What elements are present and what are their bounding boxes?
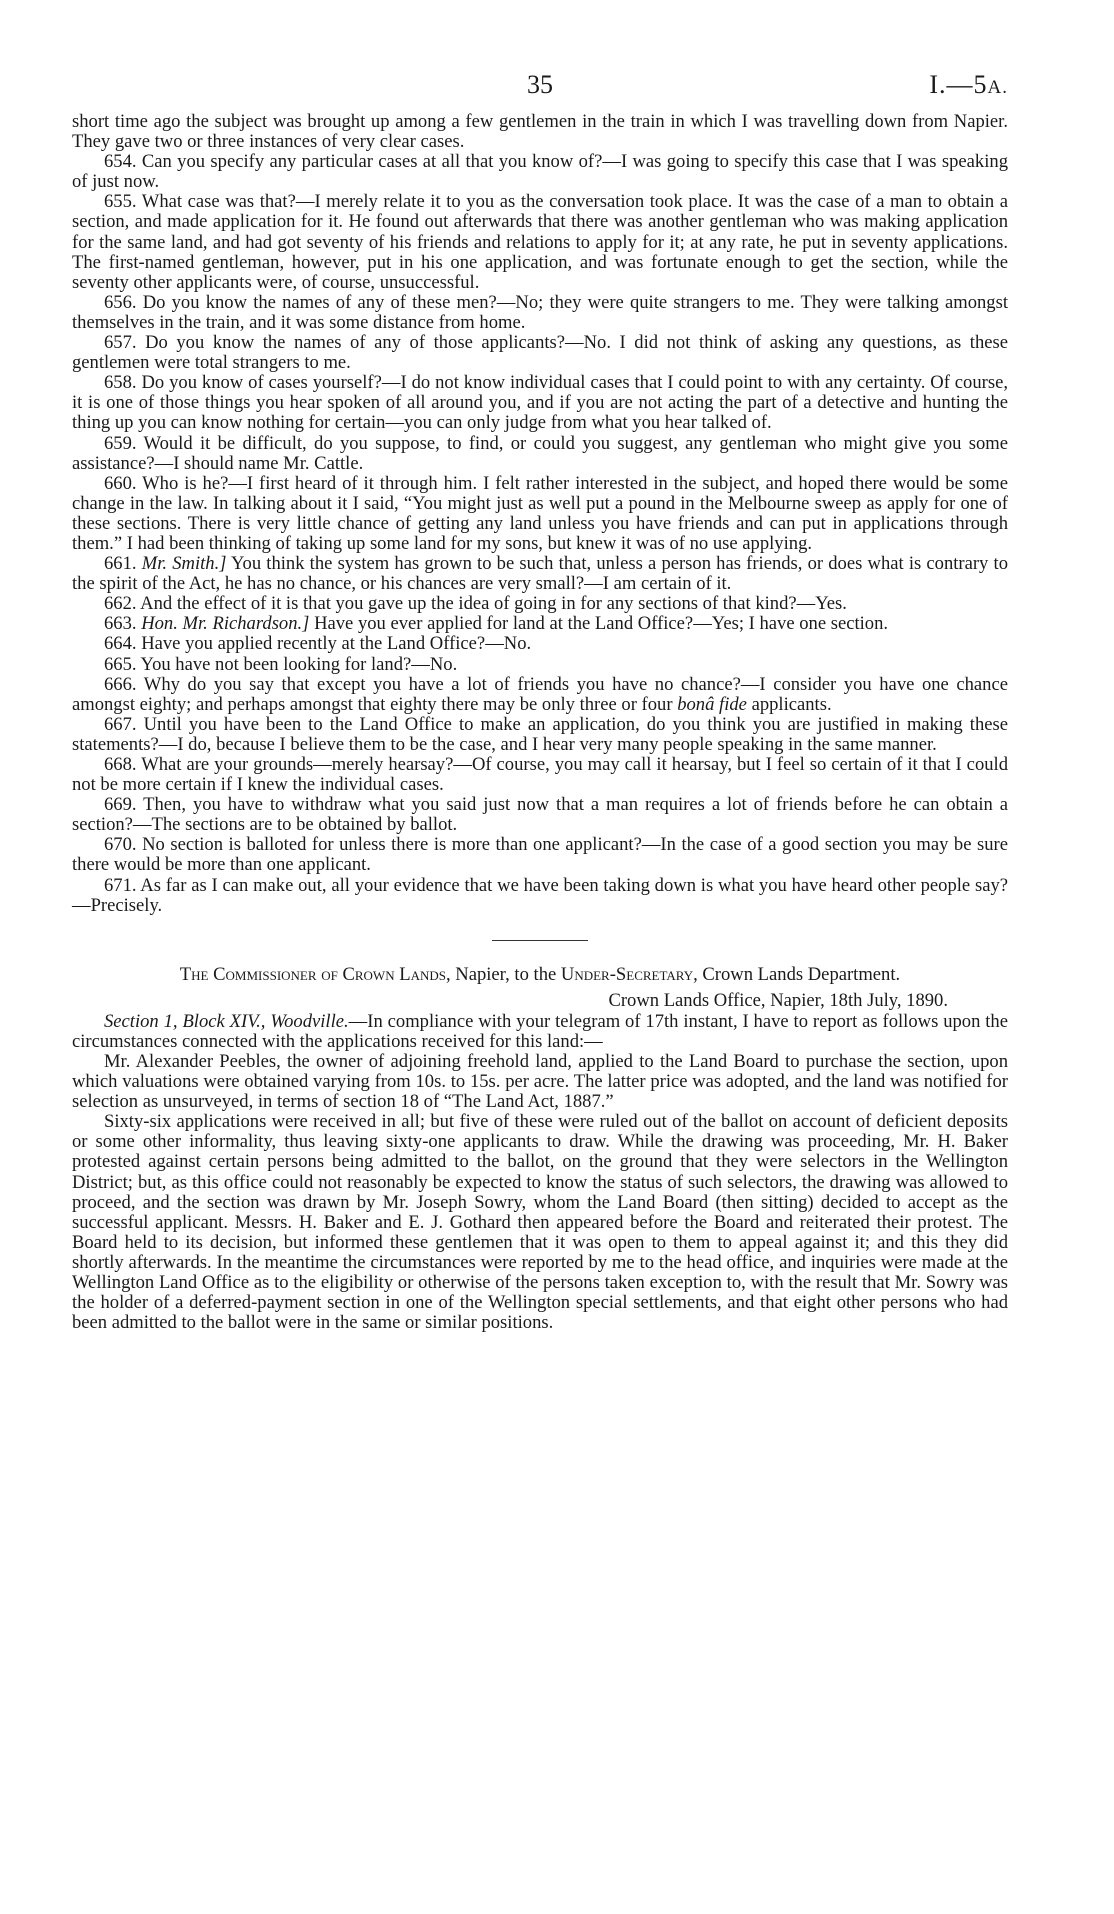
paragraph-text: You think the system has grown to be such that, unless a person has friends, or does what is contrary to the spirit of the Act, he has no chance, or his chances are very small?—I am certain of it. [72, 553, 1008, 595]
question-number: 661. [104, 553, 137, 575]
paragraph: 669. Then, you have to withdraw what you said just now that a man requires a lot of friends before he can obtain a section?—The sections are to be obtained by ballot. [72, 794, 1008, 836]
evidence-transcript [72, 112, 1008, 1333]
speaker-name: Mr. Smith.] [141, 553, 227, 575]
letter-recipient: Under-Secretary [560, 963, 694, 985]
reference-main: I.—5 [929, 70, 988, 99]
paragraph: 667. Until you have been to the Land Office to make an application, do you think you are justified in making these statements?—I do, because I believe them to be the case, and I hear very many people speaking in the same manner. [72, 713, 1008, 755]
section-reference: Section 1, Block XIV., Woodville. [104, 1010, 349, 1032]
reference-suffix: A. [987, 77, 1008, 98]
letter-department: , Crown Lands Department. [693, 963, 901, 985]
paragraph: Sixty-six applications were received in all; but five of these were ruled out of the ballot on account of deficient deposits or some other informality, thus leaving sixty-one applicants to draw. While the drawing was proceeding, Mr. H. Baker protested against certain persons being admitted to the ballot, on the ground that they were selectors in the Wellington District; but, as this office could not reasonably be expected to know the status of such selectors, the drawing was allowed to proceed, and the section was drawn by Mr. Joseph Sowry, whom the Land Board (then sitting) decided to accept as the successful applicant. Messrs. H. Baker and E. J. Gothard then appeared before the Board and reiterated their protest. The Board held to its decision, but informed these gentlemen that it was open to them to appeal against it; and this they did shortly afterwards. In the meantime the circumstances were reported by me to the head office, and inquiries were made at the Wellington Land Office as to the eligibility or otherwise of the persons taken exception to, with the result that Mr. Sowry was the holder of a deferred-payment section in one of the Wellington special settlements, and that eight other persons who had been admitted to the ballot were in the same or similar positions. [72, 1111, 1008, 1334]
page-number: 35 [527, 70, 553, 99]
speaker-name: Hon. Mr. Richardson.] [141, 613, 310, 635]
document-reference [929, 70, 1008, 100]
paragraph: Mr. Alexander Peebles, the owner of adjoining freehold land, applied to the Land Board to purchase the section, upon which valuations were obtained varying from 10s. to 15s. per acre. The latter price was adopted, and the land was notified for selection as unsurveyed, in terms of section 18 of “The Land Act, 1887.” [72, 1050, 1008, 1113]
letter-sender: The Commissioner of Crown Lands [179, 963, 446, 985]
paragraph: 659. Would it be difficult, do you suppose, to find, or could you suggest, any gentleman who might give you some assistance?—I should name Mr. Cattle. [72, 432, 1008, 474]
letter-heading [96, 965, 984, 986]
paragraph: 654. Can you specify any particular cases at all that you know of?—I was going to specify this case that I was speaking of just now. [72, 151, 1008, 193]
latin-phrase: bonâ fide [677, 693, 747, 715]
letter-dateline: Crown Lands Office, Napier, 18th July, 1890. [608, 990, 948, 1012]
question-number: 663. [104, 613, 137, 635]
paragraph: 658. Do you know of cases yourself?—I do not know individual cases that I could point to with any certainty. Of course, it is one of those things you hear spoken of all around you, and if you are not acting the part of a detective and hunting the thing up you can know nothing for certain—you can only judge from what you hear talked of. [72, 372, 1008, 434]
paragraph-text: Have you ever applied for land at the Land Office?—Yes; I have one section. [314, 613, 889, 635]
paragraph: 660. Who is he?—I first heard of it through him. I felt rather interested in the subject, and hoped there would be some change in the law. In talking about it I said, “You might just as well put a pound in the Melbourne sweep as apply for one of these sections. There is very little chance of getting any land unless you have friends and can put in applications through them.” I had been thinking of taking up some land for my sons, but knew it was of no use applying. [72, 472, 1008, 554]
paragraph: 655. What case was that?—I merely relate it to you as the conversation took place. It was the case of a man to obtain a section, and made application for it. He found out afterwards that there was another gentleman who was making application for the same land, and had got seventy of his friends and relations to apply for it; at any rate, he put in seventy applications. The first-named gentleman, however, put in his one application, and was fortunate enough to get the section, while the seventy other applicants were, of course, unsuccessful. [72, 191, 1008, 293]
paragraph [72, 614, 1008, 634]
paragraph: short time ago the subject was brought up among a few gentlemen in the train in which I was travelling down from Napier. They gave two or three instances of very clear cases. [72, 111, 1008, 153]
paragraph: 671. As far as I can make out, all your evidence that we have been taking down is what you have heard other people say?—Precisely. [72, 874, 1008, 916]
paragraph: 665. You have not been looking for land?—No. [104, 653, 458, 675]
paragraph: 670. No section is balloted for unless there is more than one applicant?—In the case of a good section you may be sure there would be more than one applicant. [72, 834, 1008, 876]
paragraph [72, 554, 1008, 594]
paragraph: 662. And the effect of it is that you gave up the idea of going in for any sections of that kind?—Yes. [104, 593, 847, 615]
paragraph-text: 666. Why do you say that except you have a lot of friends you have no chance?—I consider you have one chance amongst eighty; and perhaps amongst that eighty there may be only three or four [72, 673, 1008, 715]
paragraph: 668. What are your grounds—merely hearsay?—Of course, you may call it hearsay, but I feel so certain of it that I could not be more certain if I knew the individual cases. [72, 754, 1008, 796]
letter-place: , Napier, to the [445, 963, 561, 985]
section-divider [492, 940, 588, 941]
paragraph: 656. Do you know the names of any of these men?—No; they were quite strangers to me. They were talking amongst themselves in the train, and it was some distance from home. [72, 291, 1008, 333]
paragraph: 657. Do you know the names of any of those applicants?—No. I did not think of asking any questions, as these gentlemen were total strangers to me. [72, 332, 1008, 374]
paragraph-text: —In compliance with your telegram of 17th instant, I have to report as follows upon the circumstances connected with the applications received for this land:— [72, 1010, 1008, 1052]
page-header [72, 70, 1008, 110]
document-page [72, 70, 1008, 1333]
paragraph-text: applicants. [751, 693, 832, 715]
paragraph: 664. Have you applied recently at the Land Office?—No. [104, 633, 532, 655]
paragraph [72, 1012, 1008, 1052]
paragraph [72, 675, 1008, 715]
